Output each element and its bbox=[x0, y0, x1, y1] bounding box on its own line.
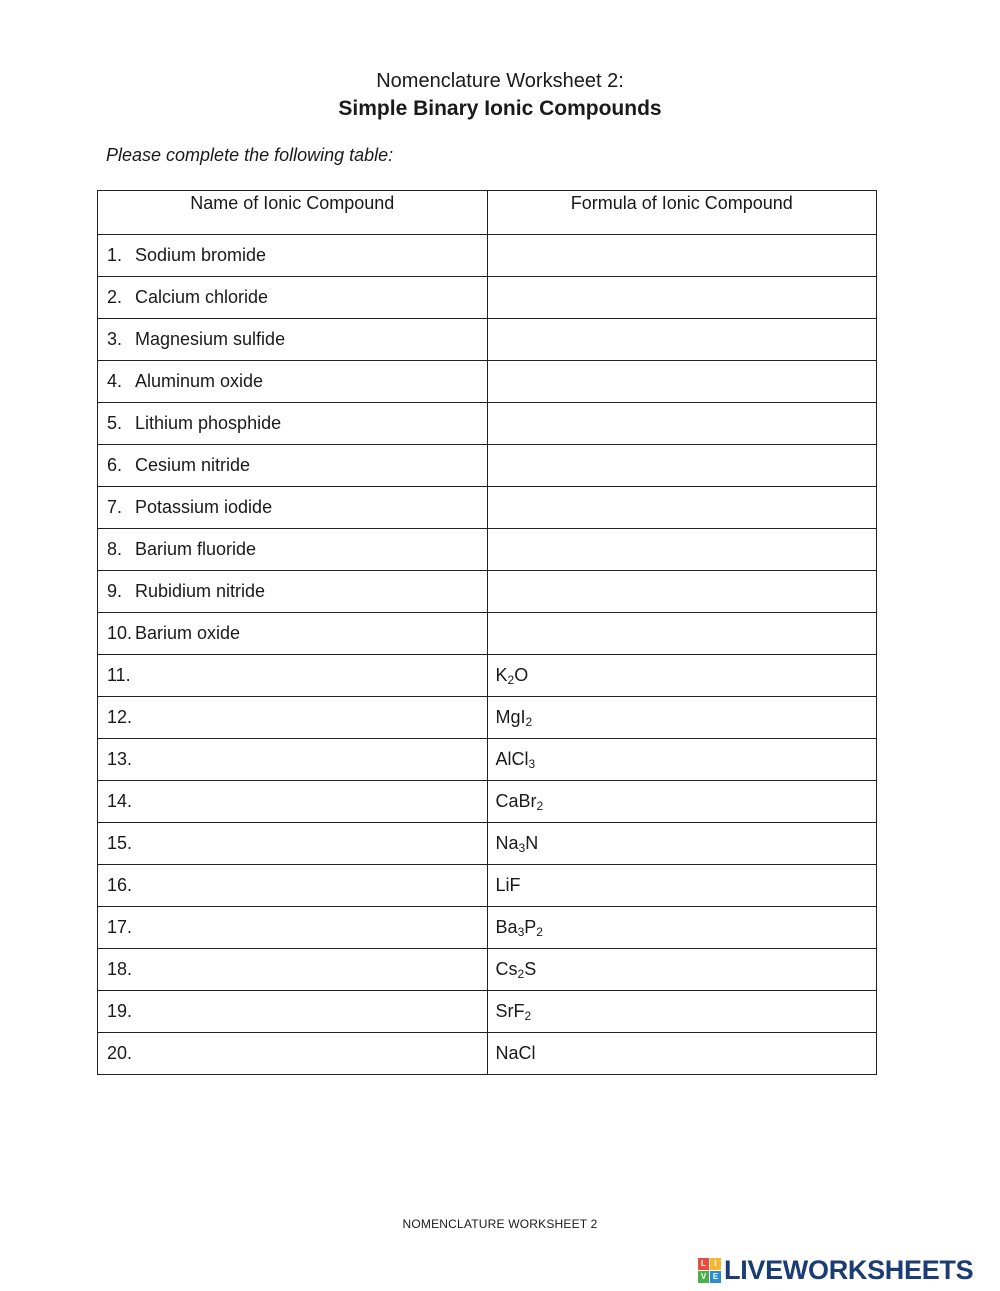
compound-name-cell[interactable] bbox=[98, 529, 488, 571]
compound-formula-cell[interactable] bbox=[487, 487, 876, 529]
compound-name-cell[interactable] bbox=[98, 655, 488, 697]
compound-formula-cell[interactable] bbox=[487, 739, 876, 781]
table-row bbox=[98, 1033, 877, 1075]
table-row bbox=[98, 991, 877, 1033]
row-number: 19. bbox=[107, 1001, 133, 1021]
table-row bbox=[98, 949, 877, 991]
row-number: 12. bbox=[107, 707, 133, 727]
compound-name: Barium fluoride bbox=[135, 539, 257, 559]
compound-formula: LiF bbox=[495, 875, 521, 895]
compound-formula bbox=[488, 329, 496, 349]
compound-name-cell[interactable] bbox=[98, 571, 488, 613]
row-number: 1. bbox=[107, 245, 123, 265]
compound-formula-cell[interactable] bbox=[487, 235, 876, 277]
table-row bbox=[98, 823, 877, 865]
compound-formula-cell[interactable] bbox=[487, 613, 876, 655]
table-row bbox=[98, 403, 877, 445]
compound-name-cell[interactable] bbox=[98, 487, 488, 529]
table-row bbox=[98, 697, 877, 739]
compound-name: Sodium bromide bbox=[135, 245, 267, 265]
compound-formula bbox=[488, 455, 496, 475]
row-number: 6. bbox=[107, 455, 123, 475]
compound-formula: AlCl$_3$ bbox=[495, 749, 536, 771]
worksheet-subtitle: Simple Binary Ionic Compounds bbox=[338, 97, 662, 120]
compound-formula-cell[interactable] bbox=[487, 571, 876, 613]
compound-name-cell[interactable] bbox=[98, 949, 488, 991]
compound-name: Potassium iodide bbox=[135, 497, 273, 517]
table-row bbox=[98, 781, 877, 823]
compound-name-cell[interactable] bbox=[98, 739, 488, 781]
compound-formula-cell[interactable] bbox=[487, 277, 876, 319]
compound-formula bbox=[488, 245, 496, 265]
compound-formula-cell[interactable] bbox=[487, 823, 876, 865]
table-row bbox=[98, 487, 877, 529]
row-number: 14. bbox=[107, 791, 133, 811]
compound-formula-cell[interactable] bbox=[487, 529, 876, 571]
logo-block: L bbox=[698, 1258, 709, 1270]
compound-name-cell[interactable] bbox=[98, 823, 488, 865]
compound-formula bbox=[488, 539, 496, 559]
table-row bbox=[98, 613, 877, 655]
compound-name-cell[interactable] bbox=[98, 361, 488, 403]
compound-name: Calcium chloride bbox=[135, 287, 269, 307]
table-row bbox=[98, 445, 877, 487]
compound-formula: $Na_3N$ bbox=[495, 833, 539, 855]
column-header-name: Name of Ionic Compound bbox=[98, 191, 488, 235]
compound-name-cell[interactable] bbox=[98, 277, 488, 319]
compound-formula: $Ba_3P_2$ bbox=[495, 917, 543, 939]
compound-formula-cell[interactable] bbox=[487, 865, 876, 907]
row-number: 2. bbox=[107, 287, 123, 307]
row-number: 15. bbox=[107, 833, 133, 853]
compound-name-cell[interactable] bbox=[98, 781, 488, 823]
compound-name-cell[interactable] bbox=[98, 445, 488, 487]
row-number: 18. bbox=[107, 959, 133, 979]
compound-formula bbox=[488, 623, 496, 643]
compound-name: Lithium phosphide bbox=[135, 413, 282, 433]
logo-blocks-icon bbox=[698, 1258, 721, 1283]
table-header-row bbox=[98, 191, 877, 235]
row-number: 3. bbox=[107, 329, 123, 349]
logo-block: I bbox=[710, 1258, 721, 1270]
compound-name: Aluminum oxide bbox=[135, 371, 264, 391]
compound-formula-cell[interactable] bbox=[487, 781, 876, 823]
compound-name-cell[interactable] bbox=[98, 991, 488, 1033]
table-row bbox=[98, 655, 877, 697]
compound-name-cell[interactable] bbox=[98, 907, 488, 949]
row-number: 8. bbox=[107, 539, 123, 559]
liveworksheets-logo bbox=[698, 1254, 974, 1285]
row-number: 13. bbox=[107, 749, 133, 769]
table-row bbox=[98, 865, 877, 907]
table-row bbox=[98, 907, 877, 949]
compound-table bbox=[97, 190, 877, 1075]
compound-formula: SrF$_2$ bbox=[495, 1001, 532, 1023]
row-number: 16. bbox=[107, 875, 133, 895]
compound-name: Rubidium nitride bbox=[135, 581, 266, 601]
compound-name-cell[interactable] bbox=[98, 697, 488, 739]
table-row bbox=[98, 529, 877, 571]
compound-formula: MgI$_2$ bbox=[495, 707, 533, 729]
footer-text: NOMENCLATURE WORKSHEET 2 bbox=[402, 1217, 598, 1231]
compound-name-cell[interactable] bbox=[98, 613, 488, 655]
compound-formula: CaBr$_2$ bbox=[495, 791, 544, 813]
row-number: 20. bbox=[107, 1043, 133, 1063]
compound-formula bbox=[488, 413, 496, 433]
table-row bbox=[98, 319, 877, 361]
compound-formula-cell[interactable] bbox=[487, 697, 876, 739]
row-number: 7. bbox=[107, 497, 123, 517]
compound-formula bbox=[488, 287, 496, 307]
logo-text: LIVEWORKSHEETS bbox=[724, 1254, 974, 1285]
instruction-text: Please complete the following table: bbox=[106, 145, 394, 165]
table-row bbox=[98, 571, 877, 613]
compound-formula-cell[interactable] bbox=[487, 1033, 876, 1075]
compound-formula-cell[interactable] bbox=[487, 361, 876, 403]
compound-formula: NaCl bbox=[495, 1043, 536, 1063]
compound-name: Barium oxide bbox=[135, 623, 241, 643]
logo-block: V bbox=[698, 1271, 709, 1283]
compound-formula-cell[interactable] bbox=[487, 907, 876, 949]
compound-name-cell[interactable] bbox=[98, 319, 488, 361]
compound-formula-cell[interactable] bbox=[487, 655, 876, 697]
compound-name-cell[interactable] bbox=[98, 1033, 488, 1075]
compound-formula: $K_2O$ bbox=[495, 665, 529, 687]
compound-formula-cell[interactable] bbox=[487, 403, 876, 445]
table-row bbox=[98, 361, 877, 403]
table-row bbox=[98, 235, 877, 277]
compound-name-cell[interactable] bbox=[98, 403, 488, 445]
row-number: 10. bbox=[107, 623, 133, 643]
table-row bbox=[98, 277, 877, 319]
compound-name-cell[interactable] bbox=[98, 235, 488, 277]
row-number: 11. bbox=[107, 665, 131, 685]
table-row bbox=[98, 739, 877, 781]
worksheet-title: Nomenclature Worksheet 2: bbox=[376, 70, 624, 92]
logo-block: E bbox=[710, 1271, 721, 1283]
column-header-formula: Formula of Ionic Compound bbox=[487, 191, 876, 235]
row-number: 4. bbox=[107, 371, 123, 391]
compound-formula-cell[interactable] bbox=[487, 445, 876, 487]
row-number: 17. bbox=[107, 917, 133, 937]
compound-formula-cell[interactable] bbox=[487, 991, 876, 1033]
compound-formula bbox=[488, 497, 496, 517]
compound-formula-cell[interactable] bbox=[487, 949, 876, 991]
compound-formula: $Cs_2S$ bbox=[495, 959, 537, 981]
row-number: 9. bbox=[107, 581, 123, 601]
compound-formula-cell[interactable] bbox=[487, 319, 876, 361]
row-number: 5. bbox=[107, 413, 123, 433]
compound-name: Cesium nitride bbox=[135, 455, 251, 475]
compound-name: Magnesium sulfide bbox=[135, 329, 286, 349]
compound-formula bbox=[488, 581, 496, 601]
compound-formula bbox=[488, 371, 496, 391]
compound-name-cell[interactable] bbox=[98, 865, 488, 907]
